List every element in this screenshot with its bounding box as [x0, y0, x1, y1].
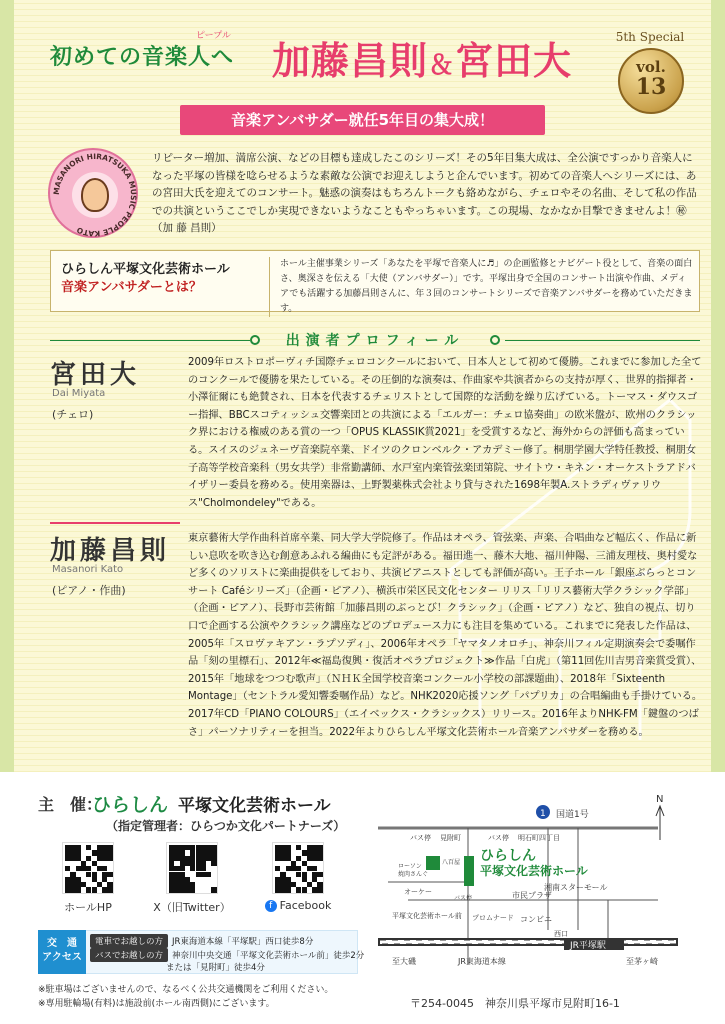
access-bus — [90, 948, 364, 962]
title-name-a: 加藤昌則 — [272, 39, 429, 83]
profile-kato — [50, 530, 705, 770]
access-bus-text: 神奈川中央交通「平塚文化芸術ホール前」徒歩2分 — [172, 951, 365, 961]
map-north: N — [656, 794, 664, 805]
map-yakiniku: 焼肉さんぐ — [398, 871, 429, 878]
volume-badge — [604, 30, 696, 122]
qr-module — [107, 872, 112, 877]
access-train-text: JR東海道本線「平塚駅」西口徒歩8分 — [172, 937, 314, 947]
host-subtitle: （指定管理者：ひらつか文化パートナーズ） — [106, 819, 346, 833]
profile-name: 加藤昌則 — [50, 536, 171, 566]
qr-module — [190, 887, 195, 892]
host-name: 平塚文化芸術ホール — [178, 796, 331, 816]
map-tokaido: JR東海道本線 — [458, 957, 506, 966]
intro-text: リピーター増加、満席公演、などの目標も達成したこのシリーズ！その5年目集大成は、全公演ですっかり音楽人になった平塚の皆様を唸らせるような素敵な公演でお迎えしようと企んでいます。初めての音楽人へシリーズには、あの宮田大氏を迎えてのコンサート。魅惑の演奏はもちろんトークも絡めながら、チェロやその名曲、そして私の作品での共演というここでしか実現できないようなこともやっちゃいます。この現場、なかなか目撃できませんよ！㊙（加 藤 昌則） — [152, 152, 697, 234]
profile-role: (ピアノ・作曲) — [52, 584, 126, 597]
map-oiso: 至大磯 — [392, 957, 416, 966]
note-bicycle: ※専用駐輪場(有料)は施設前(ホール南西側)にございます。 — [38, 999, 275, 1009]
qr-module — [317, 887, 322, 892]
subtitle-ribbon: 音楽アンバサダー就任5年目の集大成！ — [180, 105, 545, 135]
qr-module — [286, 887, 291, 892]
qr-code-twitter[interactable] — [166, 842, 218, 894]
map-chigasaki: 至茅ヶ崎 — [626, 957, 658, 966]
ambassador-description: ホール主催事業シリーズ「あなたを平塚で音楽人に♬」の企画監修とナビゲート役として、音楽の面白さ、奥深さを伝える「大使（アンバサダー）」です。平塚出身で全国のコンサート出演や作曲、メディアでも活躍する加藤昌則さんに、年３回のコンサートシリーズで音楽アンバサダーを務めていただきます。 — [269, 257, 695, 317]
title-main — [272, 30, 572, 85]
map-bus-stop-2: バス停 — [488, 834, 509, 842]
qr-module — [317, 856, 322, 861]
map-oakay: オーケー — [404, 888, 432, 896]
map-bus-stop-3: バス停 — [454, 895, 473, 902]
map-nishiyama: 八百屋 — [442, 859, 461, 866]
access-pill-bus: バスでお越しの方 — [90, 948, 168, 962]
profile-name: 宮田大 — [50, 360, 141, 390]
badge-medal — [618, 48, 684, 114]
ambassador-box — [50, 250, 700, 312]
title-ampersand: ＆ — [428, 51, 456, 81]
access-pill-train: 電車でお越しの方 — [90, 934, 168, 948]
qr-module — [76, 887, 81, 892]
section-heading: 出演者プロフィール — [285, 333, 465, 349]
title-ruby: ピープル — [196, 31, 231, 41]
profile-biography: 東京藝術大学作曲科首席卒業、同大学大学院修了。作品はオペラ、管弦楽、声楽、合唱曲など幅広く、作品に新しい息吹を吹き込む創意あふれる編曲にも定評がある。福田進一、藤木大地、福川伸陽、三浦友理枝、奥村愛など多くのソリストに楽曲提供をしており、共演ピアニストとしても評価が高い。王子ホール「銀座ぶらっとコンサート Caféシリーズ」（企画・ピアノ）、横浜市栄区民文化センター リリス「リリス藝術大学クラシック学部」（企画・ピアノ）、長野市芸術館「加藤昌則のぶっとび！クラシック」（企画・ピアノ）など、独自の視点、切り口で企画する公演やクラシック講座などのプロデュース力にも注目を集めている。これまでに発表した作品は、2005年「スロヴァキアン・ラプソディ」、2006年オペラ「ヤマタノオロチ」、神奈川フィル定期演奏会で委嘱作品「刻の里標石」、2012年≪福島復興・復活オペラプロジェクト≫作品「白虎」（第11回佐川吉男音楽賞受賞）、2015年「地球をつつむ歌声」（ＮＨＫ全国学校音楽コンクール小学校の部課題曲）、2018年「Sixteenth Montage」（セントラル愛知響委嘱作品）など。NHK2020応援ソング「パプリカ」の合唱編曲も手掛けている。2017年CD「PIANO COLOURS」（エイベックス・クラシックス）リリース。2016年よりNHK-FM「鍵盤のつばさ」パーソナリティーを担当。2022年よりひらしん平塚文化芸術ホール音楽アンバサダーを務める。 — [188, 533, 703, 738]
facebook-icon: f — [265, 900, 277, 912]
map-akenomae: 明石町四丁目 — [518, 834, 560, 842]
access-tag — [38, 930, 86, 974]
host-logo: ひらしん — [92, 794, 169, 816]
map-west-exit: 西口 — [554, 930, 568, 938]
ambassador-heading — [61, 261, 257, 297]
note-parking: ※駐車場はございませんので、なるべく公共交通機関をご利用ください。 — [38, 985, 334, 995]
qr-module — [211, 861, 216, 866]
access-tag-line1: 交 通 — [47, 938, 77, 949]
qr-code-facebook[interactable] — [272, 842, 324, 894]
qr-label-facebook-text: Facebook — [279, 899, 332, 912]
map-star-mall: 湘南スターモール — [544, 883, 608, 892]
portrait-illustration-icon — [81, 178, 109, 212]
seal-text-path: MASANORI HIRATSUKA MUSIC PEOPLE KATO — [51, 151, 139, 239]
qr-label-twitter: X（旧Twitter） — [153, 901, 231, 914]
profile-roman-name: Dai Miyata — [52, 388, 106, 399]
qr-code-hall-hp[interactable] — [62, 842, 114, 894]
title-name-b: 宮田大 — [455, 39, 573, 83]
map-mitsuke: 見附町 — [440, 834, 461, 842]
qr-label-facebook — [243, 899, 353, 912]
map-hall-logo: ひらしん — [480, 848, 536, 864]
map-bus-stop-1: バス停 — [410, 834, 431, 842]
qr-module — [107, 856, 112, 861]
map-hall-mae: 平塚文化芸術ホール前 — [392, 912, 462, 920]
map-konbini: コンビニ — [520, 915, 552, 924]
access-map — [368, 790, 698, 970]
access-tag-line2: アクセス — [42, 952, 82, 963]
profile-roman-name: Masanori Kato — [52, 564, 124, 575]
map-shimin-plaza: 市民プラザ — [512, 891, 552, 900]
kato-seal-logo — [48, 148, 138, 238]
ambassador-heading-line2: 音楽アンバサダーとは？ — [61, 280, 202, 295]
qr-module — [107, 887, 112, 892]
map-route1: 国道1号 — [556, 810, 589, 820]
svg-text:1: 1 — [540, 809, 546, 819]
badge-top-text: 5th Special — [615, 30, 685, 44]
badge-number: 13 — [635, 74, 667, 100]
host-label: 主 催： — [38, 795, 103, 814]
access-bus-alt: または「見附町」徒歩4分 — [166, 963, 265, 973]
ambassador-heading-line1: ひらしん平塚文化芸術ホール — [61, 262, 230, 277]
qr-module — [302, 887, 307, 892]
profile-divider — [50, 522, 180, 524]
qr-module — [206, 872, 211, 877]
address: 〒254-0045 神奈川県平塚市見附町16-1 — [410, 997, 620, 1010]
qr-module — [211, 887, 216, 892]
badge-vol: vol. — [636, 58, 666, 76]
title-lead: 初めての音楽人へ — [50, 45, 235, 70]
access-train — [90, 934, 313, 948]
profile-biography: 2009年ロストロポーヴィチ国際チェロコンクールにおいて、日本人として初めて優勝。これまでに参加した全てのコンクールで優勝を果たしている。その圧倒的な演奏は、作曲家や共演者からの支持が厚く、世界的指揮者・小澤征爾にも絶賛され、日本を代表するチェリストとして国際的な活動を繰り広げている。トーマス・ダウスゴー指揮、BBCスコティッシュ交響楽団との共演による「エルガー：チェロ協奏曲」の欧米盤が、欧州のクラシック界における権威のある賞の一つ「OPUS KLASSIK賞2021」を受賞するなど、海外からの評価も高まっている。スイスのジュネーヴ音楽院卒業、ドイツのクロンベルク・アカデミー修了。桐朋学園大学特任教授、桐朋女子高等学校音楽科（男女共学）非常勤講師、水戸室内楽管弦楽団第院、サイトウ・キネン・オーケストラアドバイザリー委員を務める。使用楽器は、上野製薬株式会社より貸与された1698年製A.ストラディヴァリウス"Cholmondeley"である。 — [188, 357, 702, 509]
map-promenade: プロムナード — [472, 914, 514, 922]
profile-role: (チェロ) — [52, 408, 94, 421]
map-lawson: ローソン — [398, 863, 422, 870]
map-hall-name: 平塚文化芸術ホール — [480, 864, 588, 878]
map-jr-station: JR平塚駅 — [570, 941, 606, 951]
qr-module — [317, 872, 322, 877]
profile-miyata — [50, 354, 705, 526]
qr-module — [92, 887, 97, 892]
qr-label-hall-hp: ホールHP — [64, 901, 112, 914]
